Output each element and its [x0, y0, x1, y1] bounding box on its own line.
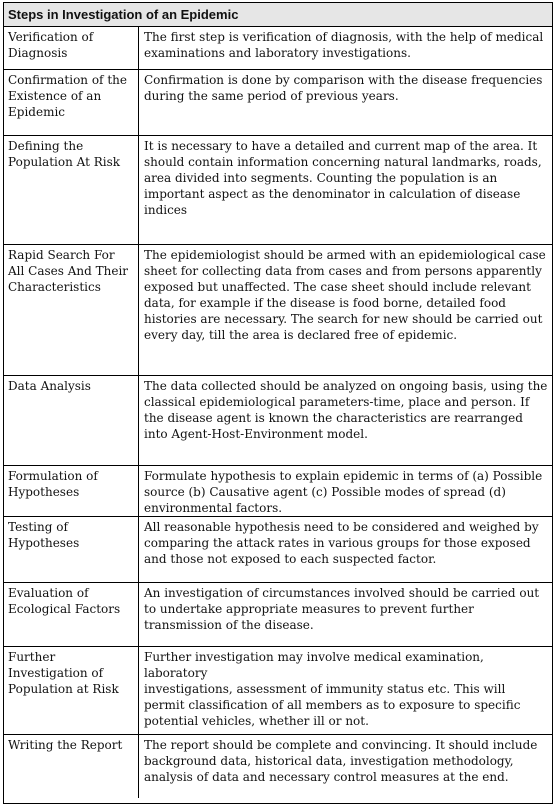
step-name: Evaluation of Ecological Factors [4, 582, 139, 646]
step-name: Defining the Population At Risk [4, 135, 139, 244]
steps-table [4, 27, 552, 798]
epidemic-steps-document [3, 2, 553, 804]
step-name: Further Investigation of Population at Risk [4, 646, 139, 734]
table-row [4, 375, 552, 465]
step-name: Rapid Search For All Cases And Their Characteristics [4, 244, 139, 375]
step-description-line: Further investigation may involve medical examination, laboratory [144, 649, 484, 680]
step-description: The report should be complete and convincing. It should include background data, historical data, investigation methodology, analysis of data and necessary control measures at the end. [144, 737, 538, 784]
step-name: Confirmation of the Existence of an Epidemic [4, 69, 139, 135]
step-name: Formulation of Hypotheses [4, 465, 139, 516]
step-description [139, 646, 553, 734]
step-description-line: investigations, assessment of immunity status etc. This will permit classification of all members as to exposure to specific potential vehicles, whether ill or not. [144, 681, 521, 728]
step-description: The first step is verification of diagnosis, with the help of medical examinations and laboratory investigations. [139, 27, 553, 69]
table-row [4, 646, 552, 734]
table-row [4, 135, 552, 244]
step-name: Testing of Hypotheses [4, 516, 139, 582]
step-name: Data Analysis [4, 375, 139, 465]
step-name: Writing the Report [4, 734, 139, 798]
table-row [4, 582, 552, 646]
step-name: Verification of Diagnosis [4, 27, 139, 69]
table-row [4, 734, 552, 798]
table-row [4, 244, 552, 375]
table-row [4, 516, 552, 582]
step-description: Confirmation is done by comparison with the disease frequencies during the same period of previous years. [139, 69, 553, 135]
table-row [4, 27, 552, 69]
step-description: It is necessary to have a detailed and current map of the area. It should contain information concerning natural landmarks, roads, area divided into segments. Counting the population is an important aspect as the denominator in calculation of disease indices [139, 135, 553, 244]
document-title: Steps in Investigation of an Epidemic [4, 3, 552, 27]
step-description: An investigation of circumstances involved should be carried out to undertake appropriate measures to prevent further transmission of the disease. [139, 582, 553, 646]
step-description: The epidemiologist should be armed with an epidemiological case sheet for collecting data from cases and from persons apparently exposed but unaffected. The case sheet should include relevant data, for example if the disease is food borne, detailed food histories are necessary. The search for new should be carried out every day, till the area is declared free of epidemic. [139, 244, 553, 375]
step-description: All reasonable hypothesis need to be considered and weighed by comparing the attack rates in various groups for those exposed and those not exposed to each suspected factor. [139, 516, 553, 582]
table-row [4, 465, 552, 516]
table-row [4, 69, 552, 135]
step-description: Formulate hypothesis to explain epidemic in terms of (a) Possible source (b) Causative agent (c) Possible modes of spread (d) environmental factors. [139, 465, 553, 516]
step-description: The data collected should be analyzed on ongoing basis, using the classical epidemiological parameters-time, place and person. If the disease agent is known the characteristics are rearranged into Agent-Host-Environment model. [139, 375, 553, 465]
